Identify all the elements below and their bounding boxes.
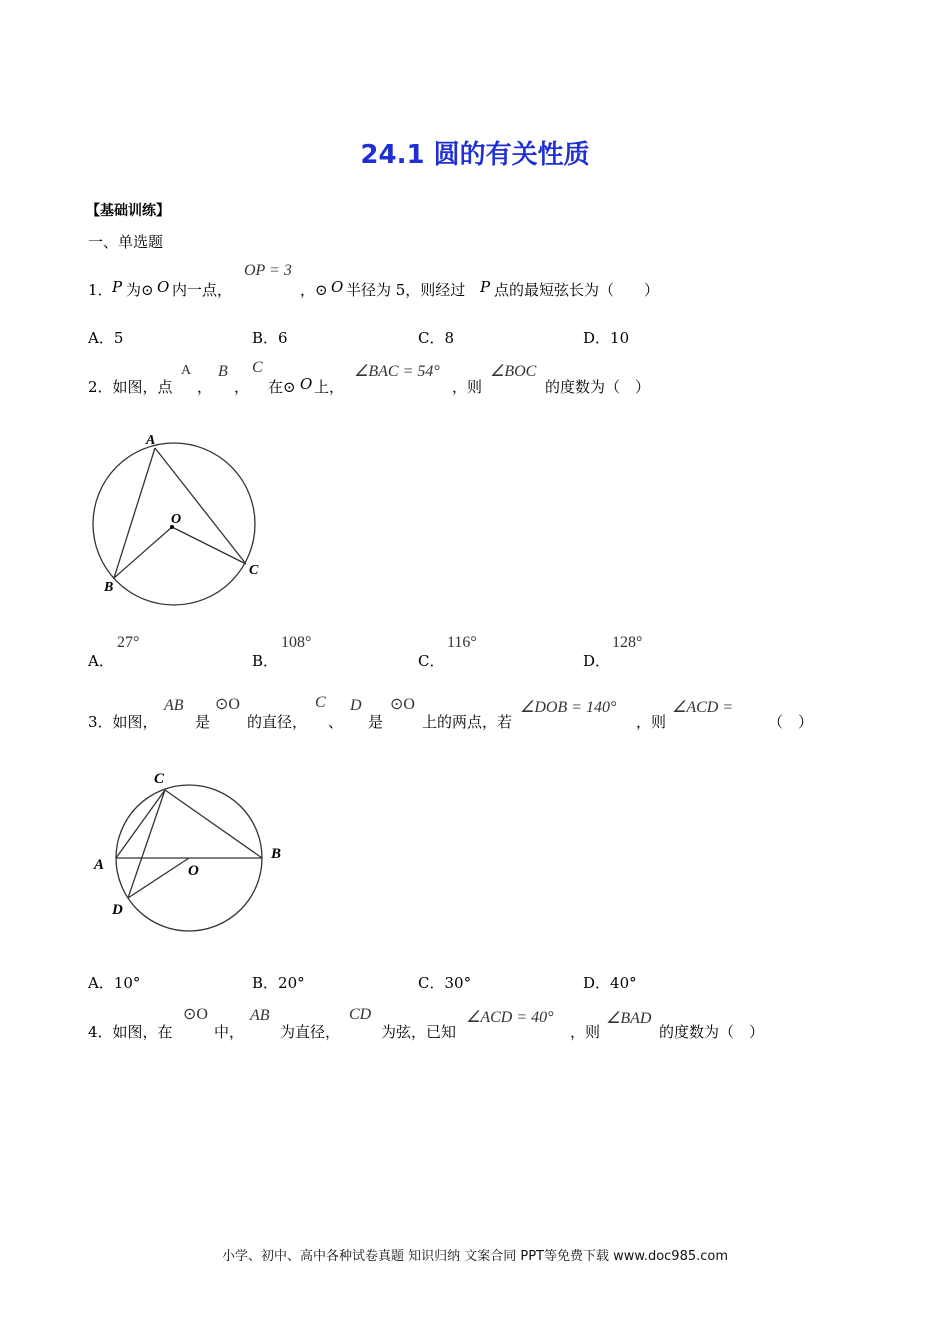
q2-figure-label-o: O (171, 512, 182, 527)
q2-figure-label-c: C (249, 563, 259, 578)
q2-math-boc: ∠BOC (490, 363, 537, 380)
q3-stem-h: （ ） (768, 713, 814, 731)
q4-stem-e: ，则 (570, 1023, 601, 1041)
q3-stem-d: 、 (328, 713, 344, 731)
q1-circle-o: O (157, 278, 170, 296)
q2-point-a: A (181, 363, 192, 378)
q3-math-circle-o: ⊙O (215, 696, 240, 713)
q1-stem-f: 点的最短弦长为（ ） (494, 281, 660, 299)
q3-figure-label-d: D (112, 902, 123, 918)
q1-option-a: A．5 (88, 329, 124, 347)
q1-stem-c: 内一点， (172, 281, 233, 299)
q4-math-circle-o: ⊙O (183, 1006, 208, 1023)
q2-option-c-letter: C． (418, 652, 445, 670)
q2-stem-e: 的度数为（ ） (545, 378, 651, 396)
footer-text: 小学、初中、高中各种试卷真题 知识归纳 文案合同 PPT等免费下载 www.doc985.com (221, 1249, 729, 1264)
q3-option-b: B．20° (252, 974, 305, 992)
q2-option-a-letter: A． (88, 652, 114, 670)
page-title: 24.1 圆的有关性质 (360, 140, 590, 170)
q2-point-c: C (252, 359, 263, 376)
q4-stem-f: 的度数为（ ） (659, 1023, 765, 1041)
q3-figure-label-c: C (154, 771, 165, 787)
q1-option-d: D．10 (583, 329, 630, 347)
q2-option-b-value: 108° (281, 634, 312, 651)
q3-figure-label-a: A (94, 857, 105, 873)
q2-option-d-letter: D． (583, 652, 611, 670)
q4-stem-a: 4．如图，在 (88, 1023, 173, 1041)
q3-figure-label-b: B (271, 846, 282, 862)
q4-math-ab: AB (250, 1007, 270, 1024)
q3-stem-e: 是 (368, 713, 384, 731)
q1-stem-b: 为⊙ (126, 281, 154, 299)
q3-stem-c: 的直径， (247, 713, 308, 731)
q2-stem-d: ，则 (452, 378, 483, 396)
q2-option-d-value: 128° (612, 634, 643, 651)
q3-stem-f: 上的两点，若 (422, 713, 513, 731)
q4-stem-d: 为弦，已知 (381, 1023, 457, 1041)
q1-stem-a: 1． (88, 281, 113, 299)
q3-math-c: C (315, 694, 326, 711)
q4-stem-b: 中， (214, 1023, 245, 1041)
q2-option-c-value: 116° (447, 634, 477, 651)
q1-option-b: B．6 (252, 329, 288, 347)
q2-point-b: B (218, 363, 228, 380)
q4-math-cd: CD (349, 1006, 372, 1023)
q4-math-bad: ∠BAD (606, 1010, 652, 1027)
q3-math-d: D (350, 697, 362, 714)
q4-stem-c: 为直径， (280, 1023, 341, 1041)
q2-sep-1: ， (197, 378, 213, 396)
q3-option-a: A．10° (88, 974, 141, 992)
q2-circle-figure (88, 428, 278, 618)
q1-stem-e: 半径为 5，则经过 (346, 281, 466, 299)
q3-math-ab: AB (164, 697, 184, 714)
q3-math-dob: ∠DOB = 140° (520, 699, 617, 716)
subsection-heading: 一、单选题 (88, 233, 164, 251)
q2-figure-label-b: B (104, 580, 114, 595)
q2-circle-o: O (300, 375, 313, 393)
q1-stem-d: ，⊙ (300, 281, 328, 299)
q3-math-circle-o-2: ⊙O (390, 696, 415, 713)
q2-figure-label-a: A (146, 433, 156, 448)
q1-math-op: OP = 3 (244, 262, 292, 279)
q3-circle-figure (88, 765, 298, 940)
q1-circle-o-2: O (331, 278, 344, 296)
q1-point-p: P (112, 278, 123, 296)
q2-math-bac: ∠BAC = 54° (354, 363, 440, 380)
q2-option-a-value: 27° (117, 634, 140, 651)
q2-stem-b: 在⊙ (268, 378, 296, 396)
q3-math-acd: ∠ACD = (672, 699, 734, 716)
q3-stem-g: ，则 (636, 713, 667, 731)
q1-point-p-2: P (480, 278, 491, 296)
section-heading: 【基础训练】 (86, 203, 170, 219)
q3-option-c: C．30° (418, 974, 472, 992)
q2-stem-c: 上， (314, 378, 345, 396)
q3-stem-a: 3．如图， (88, 713, 158, 731)
q2-stem-a: 2．如图，点 (88, 378, 173, 396)
q3-stem-b: 是 (195, 713, 211, 731)
q4-math-acd: ∠ACD = 40° (466, 1009, 554, 1026)
q3-option-d: D．40° (583, 974, 637, 992)
q2-sep-2: ， (234, 378, 250, 396)
q3-figure-label-o: O (188, 863, 199, 879)
q1-option-c: C．8 (418, 329, 455, 347)
q2-option-b-letter: B． (252, 652, 279, 670)
